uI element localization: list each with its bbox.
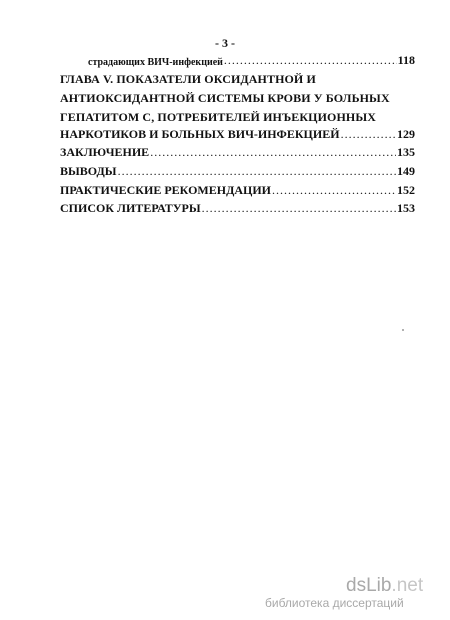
toc-leader-dots — [118, 164, 396, 179]
toc-entry-page: 135 — [397, 145, 415, 159]
watermark-logo — [346, 576, 448, 596]
scan-speck — [402, 329, 404, 331]
toc-entry-page: 152 — [397, 183, 415, 197]
toc-leader-dots — [272, 183, 396, 198]
toc-entry-conclusion — [60, 144, 415, 160]
watermark-subtitle: библиотека диссертаций — [265, 596, 404, 610]
toc-leader-dots — [341, 127, 396, 142]
toc-entry-title: страдающих ВИЧ-инфекцией — [88, 57, 223, 68]
toc-entry-title: ВЫВОДЫ — [60, 164, 117, 178]
toc-entry-page: 129 — [397, 127, 415, 141]
toc-entry-references — [60, 200, 415, 216]
toc-entry-title: СПИСОК ЛИТЕРАТУРЫ — [60, 201, 201, 215]
toc-entry-title: ПРАКТИЧЕСКИЕ РЕКОМЕНДАЦИИ — [60, 183, 272, 197]
toc-leader-dots — [202, 201, 396, 216]
page-number: - 3 - — [215, 36, 235, 50]
toc-leader-dots — [150, 145, 396, 160]
toc-entry-continuation — [88, 52, 415, 68]
watermark-logo-suffix: .net — [391, 575, 424, 596]
watermark-logo-main: dsLib — [346, 575, 392, 596]
toc-entry-findings — [60, 163, 415, 179]
toc-leader-dots — [224, 53, 397, 68]
toc-entry-chapter5 — [60, 126, 415, 142]
toc-entry-page: 118 — [397, 53, 415, 67]
toc-chapter-line-3: ГЕПАТИТОМ С, ПОТРЕБИТЕЛЕЙ ИНЪЕКЦИОННЫХ — [60, 110, 376, 124]
toc-entry-page: 149 — [397, 164, 415, 178]
toc-chapter-line-2: АНТИОКСИДАНТНОЙ СИСТЕМЫ КРОВИ У БОЛЬНЫХ — [60, 91, 390, 105]
toc-entry-page: 153 — [397, 201, 415, 215]
toc-entry-recommendations — [60, 182, 415, 198]
watermark — [265, 575, 448, 610]
toc-entry-title: НАРКОТИКОВ И БОЛЬНЫХ ВИЧ-ИНФЕКЦИЕЙ — [60, 127, 340, 141]
toc-chapter-line-1: ГЛАВА V. ПОКАЗАТЕЛИ ОКСИДАНТНОЙ И — [60, 72, 316, 86]
toc-entry-title: ЗАКЛЮЧЕНИЕ — [60, 145, 150, 159]
